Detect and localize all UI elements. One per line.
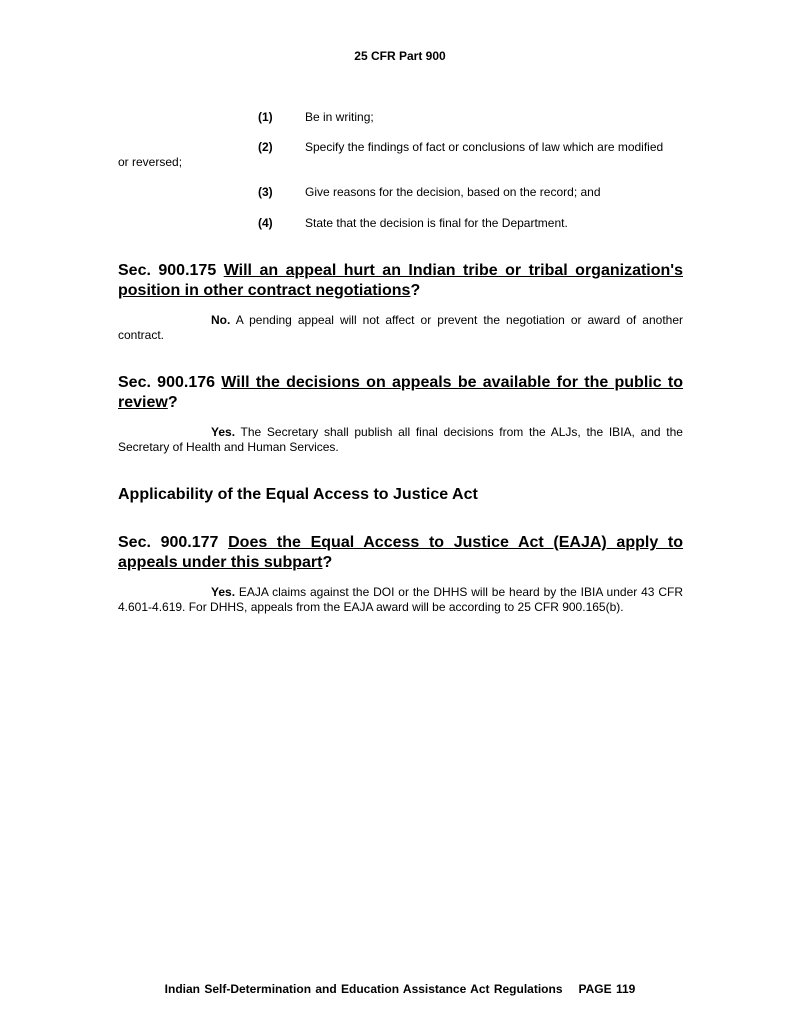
answer-lead: Yes. (211, 425, 236, 439)
list-item-number: (2) (258, 140, 273, 154)
section-answer-900-176 (118, 425, 683, 455)
answer-text: The Secretary shall publish all final decisions from the ALJs, the IBIA, and the Secretary of Health and Human Services. (118, 425, 683, 454)
section-number: Sec. 900.177 (118, 534, 219, 551)
page-header: 25 CFR Part 900 (354, 49, 446, 63)
section-number: Sec. 900.175 (118, 262, 217, 279)
list-item-text: State that the decision is final for the Department. (305, 216, 568, 230)
page-footer (0, 982, 800, 996)
section-title-900-176: Sec. 900.176 Will the decisions on appeals be available for the public to review? (118, 374, 683, 411)
page-number: PAGE 119 (578, 982, 636, 996)
section-question-link: Will an appeal hurt an Indian tribe or tribal organization's position in other contract negotiations (118, 262, 683, 299)
list-item-number: (3) (258, 185, 273, 199)
section-answer-900-177 (118, 585, 683, 615)
section-number: Sec. 900.176 (118, 374, 216, 391)
list-item-text: Be in writing; (305, 110, 374, 124)
section-title-900-175: Sec. 900.175 Will an appeal hurt an Indian tribe or tribal organization's position in other contract negotiations? (118, 262, 683, 299)
section-title-900-177: Sec. 900.177 Does the Equal Access to Justice Act (EAJA) apply to appeals under this subpart? (118, 534, 684, 571)
answer-lead: No. (211, 313, 231, 327)
footer-title: Indian Self-Determination and Education Assistance Act Regulations (164, 982, 563, 996)
subheading-eaja: Applicability of the Equal Access to Justice Act (118, 486, 478, 503)
answer-text: EAJA claims against the DOI or the DHHS will be heard by the IBIA under 43 CFR 4.601-4.619. For DHHS, appeals from the EAJA award will be according to 25 CFR 900.165(b). (118, 585, 683, 614)
list-item-text: Specify the findings of fact or conclusions of law which are modified (305, 140, 664, 154)
answer-text: A pending appeal will not affect or prevent the negotiation or award of another contract. (118, 313, 684, 342)
answer-lead: Yes. (211, 585, 236, 599)
list-item-number: (1) (258, 110, 273, 124)
list-item-number: (4) (258, 216, 273, 230)
section-question-link: Does the Equal Access to Justice Act (EAJA) apply to appeals under this subpart (118, 534, 684, 571)
section-question-link: Will the decisions on appeals be available for the public to review (118, 374, 683, 411)
list-item-continuation: or reversed; (118, 155, 183, 169)
list-item-text: Give reasons for the decision, based on the record; and (305, 185, 601, 199)
section-answer-900-175 (118, 313, 683, 343)
